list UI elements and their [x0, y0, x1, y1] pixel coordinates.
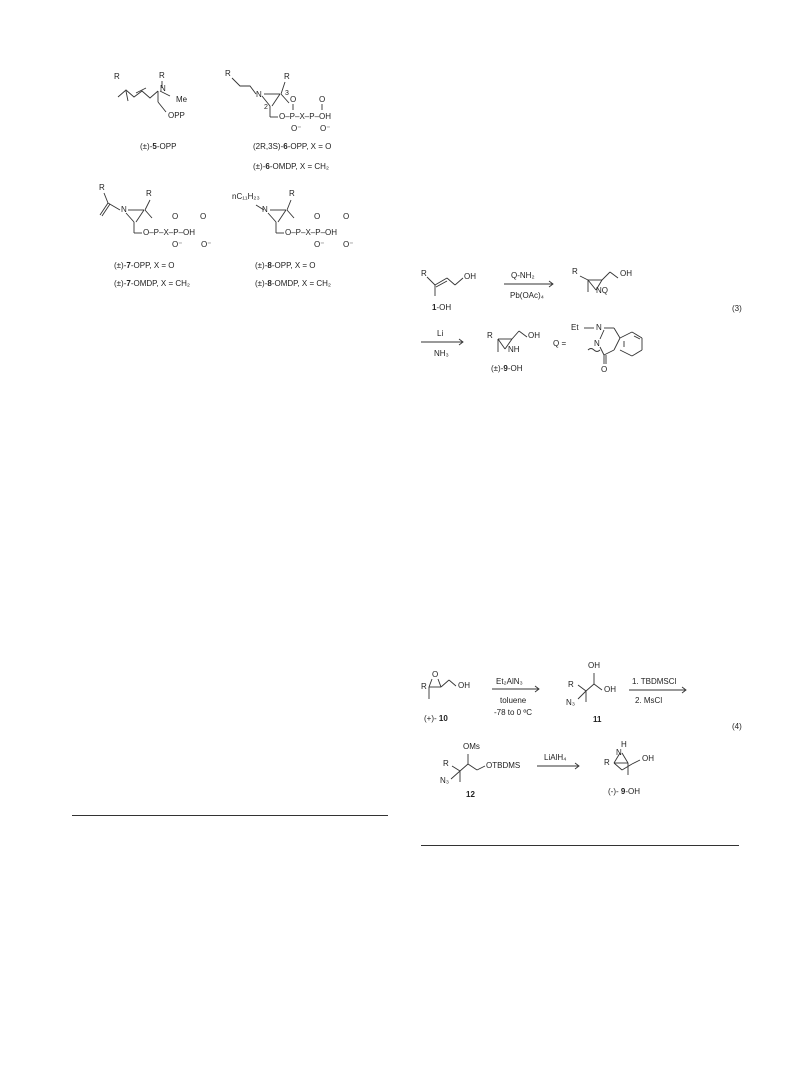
eq4-p9-oh: OH [642, 754, 654, 763]
eq4-arrow2-top: 1. TBDMSCl [632, 677, 677, 686]
eq3-arrow1-top: Q-NH₂ [511, 271, 535, 280]
c6-pos2: 2 [264, 104, 268, 111]
eq4-arrow2-bot: 2. MsCl [635, 696, 663, 705]
eq3-number: (3) [732, 304, 742, 313]
eq4-s11-oh-top: OH [588, 661, 600, 670]
c7-caption-1: (±)-7-OPP, X = O [114, 261, 175, 270]
c5-opp: OPP [168, 111, 185, 120]
eq3-q-label: Q = [553, 339, 567, 348]
c6-r3: R [284, 72, 290, 81]
c7-om1: O⁻ [172, 240, 183, 249]
eq3-p2-oh: OH [528, 331, 540, 340]
eq4-s12-n3: N₃ [440, 776, 450, 785]
c6-om1: O⁻ [291, 124, 302, 133]
c8-o1: O [314, 212, 321, 221]
eq4-s11-caption: 11 [593, 715, 602, 724]
eq3-p2-r: R [487, 331, 493, 340]
eq3-s1-caption: 1-OH [432, 303, 452, 312]
c8-om1: O⁻ [314, 240, 325, 249]
c6-om2: O⁻ [320, 124, 331, 133]
eq4-number: (4) [732, 722, 742, 731]
c7-o2: O [200, 212, 207, 221]
c8-sub: nC₁₁H₂₃ [232, 192, 260, 201]
eq4-s12-r: R [443, 759, 449, 768]
eq3-q-o: O [601, 365, 608, 374]
c5-r2: R [159, 71, 165, 80]
eq3-p1-nq: NQ [596, 286, 608, 295]
eq4-p9-caption: (-)- 9-OH [608, 787, 641, 796]
right-footnote-rule [421, 845, 739, 846]
eq4-s10-o: O [432, 670, 439, 679]
eq4-s10-caption: (+)- 10 [424, 714, 448, 723]
eq4-p9-h: H [621, 740, 627, 749]
eq4-arrow1-mid: toluene [500, 696, 527, 705]
eq3-p1-r: R [572, 267, 578, 276]
eq4-arrow3-top: LiAlH₄ [544, 753, 567, 762]
c7-n: N [121, 205, 127, 214]
eq3-p2-nh: NH [508, 345, 520, 354]
c6-pos3: 3 [285, 90, 289, 97]
eq3-p1-oh: OH [620, 269, 632, 278]
eq4-arrow1-top: Et₂AlN₃ [496, 677, 523, 686]
c5-caption: (±)-5-OPP [140, 142, 177, 151]
c6-caption-2: (±)-6-OMDP, X = CH₂ [253, 162, 330, 171]
c8-om2: O⁻ [343, 240, 354, 249]
eq3-q-et: Et [571, 323, 579, 332]
eq3-s1-oh: OH [464, 272, 476, 281]
eq4-s11-r: R [568, 680, 574, 689]
c7-caption-2: (±)-7-OMDP, X = CH₂ [114, 279, 191, 288]
c5-n: N [160, 84, 166, 93]
c8-o2: O [343, 212, 350, 221]
eq3-q-n2: N [594, 339, 600, 348]
c8-r: R [289, 189, 295, 198]
eq4-p9-r: R [604, 758, 610, 767]
eq4-s10-oh: OH [458, 681, 470, 690]
eq4-s11-oh: OH [604, 685, 616, 694]
c5-me: Me [176, 95, 188, 104]
eq3-arrow2-top: Li [437, 329, 444, 338]
eq4-s12-otbdms: OTBDMS [486, 761, 521, 770]
eq3-p2-caption: (±)-9-OH [491, 364, 523, 373]
c8-caption-2: (±)-8-OMDP, X = CH₂ [255, 279, 332, 288]
c7-o1: O [172, 212, 179, 221]
eq4-arrow1-bot: -78 to 0 ºC [494, 708, 533, 717]
left-footnote-rule [72, 815, 388, 816]
eq4-p9-n: N [616, 748, 622, 757]
eq4-s12-oms: OMs [463, 742, 480, 751]
c7-r2: R [146, 189, 152, 198]
eq4-s12-caption: 12 [466, 790, 475, 799]
c6-chain: O–P–X–P–OH [279, 112, 332, 121]
c6-caption-1: (2R,3S)-6-OPP, X = O [253, 142, 332, 151]
eq4-s10-r: R [421, 682, 427, 691]
eq3-s1-r: R [421, 269, 427, 278]
c6-n: N [256, 90, 262, 99]
eq3-arrow1-bot: Pb(OAc)₄ [510, 291, 544, 300]
c8-chain: O–P–X–P–OH [285, 228, 338, 237]
c7-chain: O–P–X–P–OH [143, 228, 196, 237]
c6-o2: O [319, 95, 326, 104]
eq4-s11-n3: N₃ [566, 698, 576, 707]
c6-r: R [225, 69, 231, 78]
c7-r: R [99, 183, 105, 192]
c8-n: N [262, 205, 268, 214]
c8-caption-1: (±)-8-OPP, X = O [255, 261, 316, 270]
c6-o1: O [290, 95, 297, 104]
c7-om2: O⁻ [201, 240, 212, 249]
c5-r1: R [114, 72, 120, 81]
eq3-q-n1: N [596, 323, 602, 332]
eq3-arrow2-bot: NH₃ [434, 349, 449, 358]
